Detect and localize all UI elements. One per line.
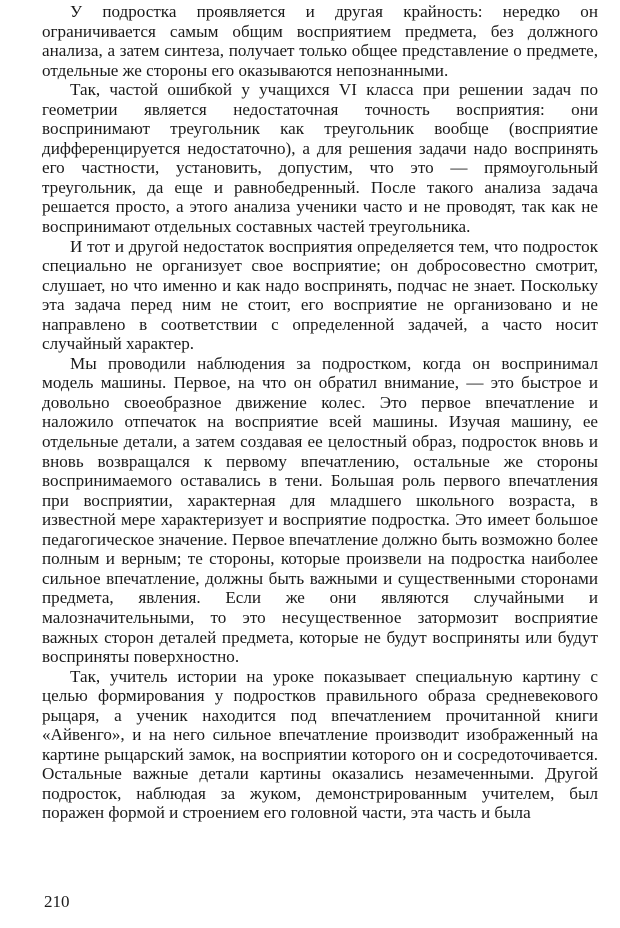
body-text	[42, 2, 598, 823]
paragraph-2: Так, частой ошибкой у учащихся VI класса при решении задач по геометрии является недостаточная точность восприятия: они воспринимают треугольник как треугольник вообще (восприятие дифференцируется недостаточно), а для решения задачи надо воспринять его частности, установить, допустим, что это — прямоугольный треугольник, да еще и равнобедренный. После такого анализа задача решается просто, а этого анализа ученики часто и не проводят, так как не воспринимают отдельных составных частей треугольника.	[42, 80, 598, 237]
paragraph-5: Так, учитель истории на уроке показывает специальную картину с целью формирования у подростков правильного образа средневекового рыцаря, а ученик находится под впечатлением прочитанной книги «Айвенго», и на него сильное впечатление производит изображенный на картине рыцарский замок, на восприятии которого он и сосредоточивается. Остальные важные детали картины оказались незамеченными. Другой подросток, наблюдая за жуком, демонстрированным учителем, был поражен формой и строением его головной части, эта часть и была	[42, 666, 598, 823]
paragraph-4: Мы проводили наблюдения за подростком, когда он воспринимал модель машины. Первое, на что он обратил внимание, — это быстрое и довольно своеобразное движение колес. Это первое впечатление и наложило отпечаток на восприятие всей машины. Изучая машину, ее отдельные детали, а затем создавая ее целостный образ, подросток вновь и вновь возвращался к первому впечатлению, остальные же стороны воспринимаемого оставались в тени. Большая роль первого впечатления при восприятии, характерная для младшего школьного возраста, в известной мере характеризует и восприятие подростка. Это имеет большое педагогическое значение. Первое впечатление должно быть возможно более полным и верным; те стороны, которые произвели на подростка наиболее сильное впечатление, должны быть важными и существенными сторонами предмета, явления. Если же они являются случайными и малозначительными, то это несущественное затормозит восприятие важных сторон деталей предмета, которые не будут восприняты или будут восприняты поверхностно.	[42, 353, 598, 667]
paragraph-1: У подростка проявляется и другая крайность: нередко он ограничивается самым общим восприятием предмета, без должного анализа, а затем синтеза, получает только общее представление о предмете, отдельные же стороны его оказываются непознанными.	[42, 2, 598, 80]
paragraph-3: И тот и другой недостаток восприятия определяется тем, что подросток специально не организует свое восприятие; он добросовестно смотрит, слушает, но что именно и как надо воспринять, подчас не знает. Поскольку эта задача перед ним не стоит, его восприятие не организовано и не направлено в соответствии с определенной задачей, а часто носит случайный характер.	[42, 236, 598, 354]
page-number: 210	[44, 892, 70, 911]
